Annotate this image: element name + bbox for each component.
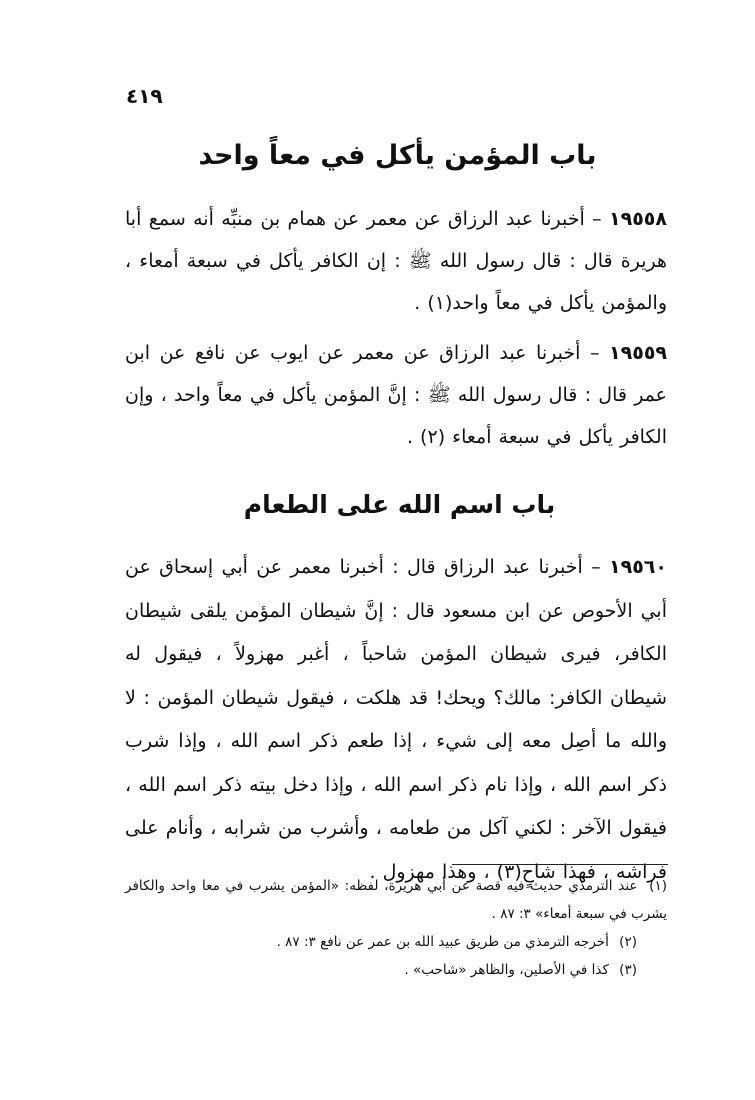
hadith-dash: – <box>580 342 600 364</box>
footnote-label: (١) <box>649 878 667 894</box>
hadith-text: أخبرنا عبد الرزاق عن معمر عن ايوب عن نافع عن ابن عمر قال : قال رسول الله ﷺ : إنَّ المؤمن يأكل في معاً واحد ، وإن الكافر يأكل في سبعة أمعاء (٢) . <box>125 342 667 448</box>
hadith-number: ١٩٥٦٠ <box>609 556 667 578</box>
footnote-text: عند الترمذي حديث فيه قصة عن أبي هريرة، لفظه: «المؤمن يشرب في معا واحد والكافر يشرب في سبعة أمعاء» ٣: ٨٧ . <box>125 878 667 922</box>
hadith-number: ١٩٥٥٨ <box>609 208 667 230</box>
hadith-paragraph <box>125 546 667 894</box>
hadith-dash: – <box>582 556 601 578</box>
chapter-heading: باب اسم الله على الطعام <box>243 490 556 519</box>
footnote <box>125 872 667 928</box>
chapter-heading: باب المؤمن يأكل في معاً واحد <box>198 140 597 171</box>
footnote-label: (٢) <box>619 934 637 950</box>
footnote-label: (٣) <box>619 962 637 978</box>
hadith-text: أخبرنا عبد الرزاق قال : أخبرنا معمر عن أبي إسحاق عن أبي الأحوص عن ابن مسعود قال : إنَّ شيطان المؤمن يلقى شيطان الكافر، فيرى شيطان المؤمن شاحباً ، أغبر مهزولاً ، فيقول له شيطان الكافر: مالك؟ ويحك! قد هلكت ، فيقول شيطان المؤمن : لا والله ما أصِل معه إلى شيء ، إذا طعم ذكر اسم الله ، وإذا شرب ذكر اسم الله ، وإذا نام ذكر اسم الله ، وإذا دخل بيته ذكر اسم الله ، فيقول الآخر : لكني آكل من طعامه ، وأشرب من شرابه ، وأنام على فراشه ، فهذا شاحٍ(٣) ، وهذا مهزول . <box>125 556 667 883</box>
page-number: ٤١٩ <box>126 84 163 108</box>
hadith-paragraph <box>125 198 667 324</box>
footnote-text: أخرجه الترمذي من طريق عبيد الله بن عمر عن نافع ٣: ٨٧ . <box>276 934 609 950</box>
hadith-paragraph <box>125 332 667 458</box>
footnote-text: كذا في الأصلين، والظاهر «شاحب» . <box>404 962 609 978</box>
footnotes <box>125 872 667 984</box>
footnote-divider <box>452 864 668 865</box>
footnote <box>125 956 667 984</box>
hadith-text: أخبرنا عبد الرزاق عن معمر عن همام بن منبِّه أنه سمع أبا هريرة قال : قال رسول الله ﷺ : إن الكافر يأكل في سبعة أمعاء ، والمؤمن يأكل في معاً واحد(١) . <box>125 208 667 314</box>
footnote <box>125 928 667 956</box>
hadith-dash: – <box>584 208 602 230</box>
hadith-number: ١٩٥٥٩ <box>609 342 668 364</box>
